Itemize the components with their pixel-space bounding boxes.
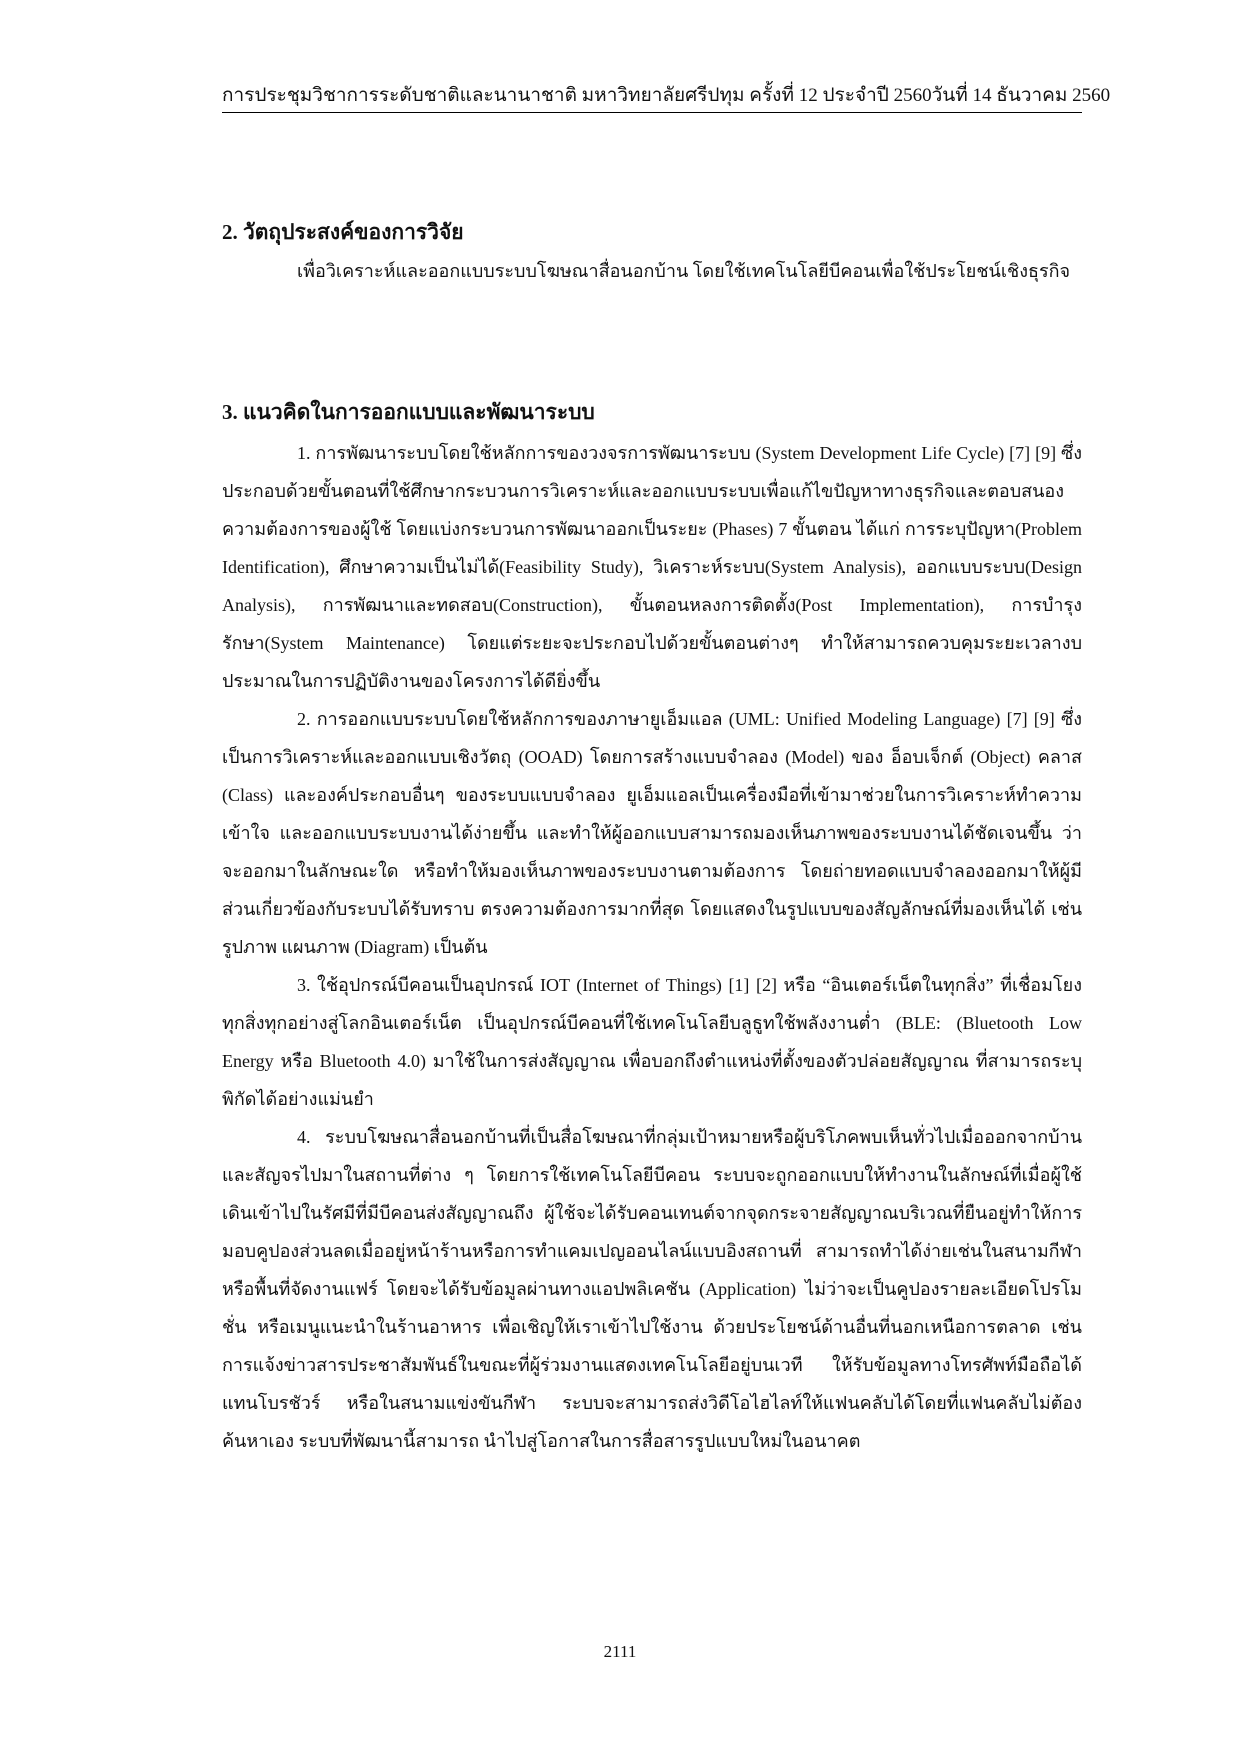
page-number: 2111	[603, 1642, 637, 1661]
paragraph: 3. ใช้อุปกรณ์บีคอนเป็นอุปกรณ์ IOT (Internet of Things) [1] [2] หรือ “อินเตอร์เน็ตในทุกสิ่ง” ที่เชื่อมโยงทุกสิ่งทุกอย่างสู่โลกอินเตอร์เน็ต เป็นอุปกรณ์บีคอนที่ใช้เทคโนโลยีบลูธูทใช้พลังงานต่ำ (BLE: (Bluetooth Low Energy หรือ Bluetooth 4.0) มาใช้ในการส่งสัญญาณ เพื่อบอกถึงตำแหน่งที่ตั้งของตัวปล่อยสัญญาณ ที่สามารถระบุพิกัดได้อย่างแม่นยำ	[222, 975, 1082, 1109]
header-rule	[222, 112, 1082, 113]
conference-date: วันที่ 14 ธันวาคม 2560	[931, 85, 1111, 106]
paragraph: เพื่อวิเคราะห์และออกแบบระบบโฆษณาสื่อนอกบ้าน โดยใช้เทคโนโลยีบีคอนเพื่อใช้ประโยชน์เชิงธุรกิจ	[297, 261, 1071, 281]
section-title: 2. วัตถุประสงค์ของการวิจัย	[222, 220, 464, 244]
section-title: 3. แนวคิดในการออกแบบและพัฒนาระบบ	[222, 400, 595, 424]
paragraph: 2. การออกแบบระบบโดยใช้หลักการของภาษายูเอ็มแอล (UML: Unified Modeling Language) [7] [9] ซึ่งเป็นการวิเคราะห์และออกแบบเชิงวัตถุ (OOAD) โดยการสร้างแบบจำลอง (Model) ของ อ็อบเจ็กต์ (Object) คลาส (Class) และองค์ประกอบอื่นๆ ของระบบแบบจำลอง ยูเอ็มแอลเป็นเครื่องมือที่เข้ามาช่วยในการวิเคราะห์ทำความเข้าใจ และออกแบบระบบงานได้ง่ายขึ้น และทำให้ผู้ออกแบบสามารถมองเห็นภาพของระบบงานได้ชัดเจนขึ้น ว่าจะออกมาในลักษณะใด หรือทำให้มองเห็นภาพของระบบงานตามต้องการ โดยถ่ายทอดแบบจำลองออกมาให้ผู้มีส่วนเกี่ยวข้องกับระบบได้รับทราบ ตรงความต้องการมากที่สุด โดยแสดงในรูปแบบของสัญลักษณ์ที่มองเห็นได้ เช่น รูปภาพ แผนภาพ (Diagram) เป็นต้น	[222, 709, 1082, 957]
conference-title: การประชุมวิชาการระดับชาติและนานาชาติ มหาวิทยาลัยศรีปทุม ครั้งที่ 12 ประจำปี 2560	[222, 85, 932, 106]
paragraph: 1. การพัฒนาระบบโดยใช้หลักการของวงจรการพัฒนาระบบ (System Development Life Cycle) [7] [9] ซึ่งประกอบด้วยขั้นตอนที่ใช้ศึกษากระบวนการวิเคราะห์และออกแบบระบบเพื่อแก้ไขปัญหาทางธุรกิจและตอบสนองความต้องการของผู้ใช้ โดยแบ่งกระบวนการพัฒนาออกเป็นระยะ (Phases) 7 ขั้นตอน ได้แก่ การระบุปัญหา(Problem Identification), ศึกษาความเป็นไม่ได้(Feasibility Study), วิเคราะห์ระบบ(System Analysis), ออกแบบระบบ(Design Analysis), การพัฒนาและทดสอบ(Construction), ขั้นตอนหลงการติดตั้ง(Post Implementation), การบำรุงรักษา(System Maintenance) โดยแต่ระยะจะประกอบไปด้วยขั้นตอนต่างๆ ทำให้สามารถควบคุมระยะเวลางบประมาณในการปฏิบัติงานของโครงการได้ดียิ่งขึ้น	[222, 443, 1082, 691]
section-objectives	[222, 212, 1082, 290]
running-header	[222, 80, 1111, 110]
paragraph: 4. ระบบโฆษณาสื่อนอกบ้านที่เป็นสื่อโฆษณาที่กลุ่มเป้าหมายหรือผู้บริโภคพบเห็นทั่วไปเมื่อออกจากบ้านและสัญจรไปมาในสถานที่ต่าง ๆ โดยการใช้เทคโนโลยีบีคอน ระบบจะถูกออกแบบให้ทำงานในลักษณ์ที่เมื่อผู้ใช้เดินเข้าไปในรัศมีที่มีบีคอนส่งสัญญาณถึง ผู้ใช้จะได้รับคอนเทนต์จากจุดกระจายสัญญาณบริเวณที่ยืนอยู่ทำให้การมอบคูปองส่วนลดเมื่ออยู่หน้าร้านหรือการทำแคมเปญออนไลน์แบบอิงสถานที่ สามารถทำได้ง่ายเช่นในสนามกีฬาหรือพื้นที่จัดงานแฟร์ โดยจะได้รับข้อมูลผ่านทางแอปพลิเคชัน (Application) ไม่ว่าจะเป็นคูปองรายละเอียดโปรโมชั่น หรือเมนูแนะนำในร้านอาหาร เพื่อเชิญให้เราเข้าไปใช้งาน ด้วยประโยชน์ด้านอื่นที่นอกเหนือการตลาด เช่น การแจ้งข่าวสารประชาสัมพันธ์ในขณะที่ผู้ร่วมงานแสดงเทคโนโลยีอยู่บนเวที ให้รับข้อมูลทางโทรศัพท์มือถือได้แทนโบรชัวร์ หรือในสนามแข่งขันกีฬา ระบบจะสามารถส่งวิดีโอไฮไลท์ให้แฟนคลับได้โดยที่แฟนคลับไม่ต้องค้นหาเอง ระบบที่พัฒนานี้สามารถ นำไปสู่โอกาสในการสื่อสารรูปแบบใหม่ในอนาคต	[222, 1127, 1082, 1451]
section-design-concepts	[222, 390, 1082, 1460]
